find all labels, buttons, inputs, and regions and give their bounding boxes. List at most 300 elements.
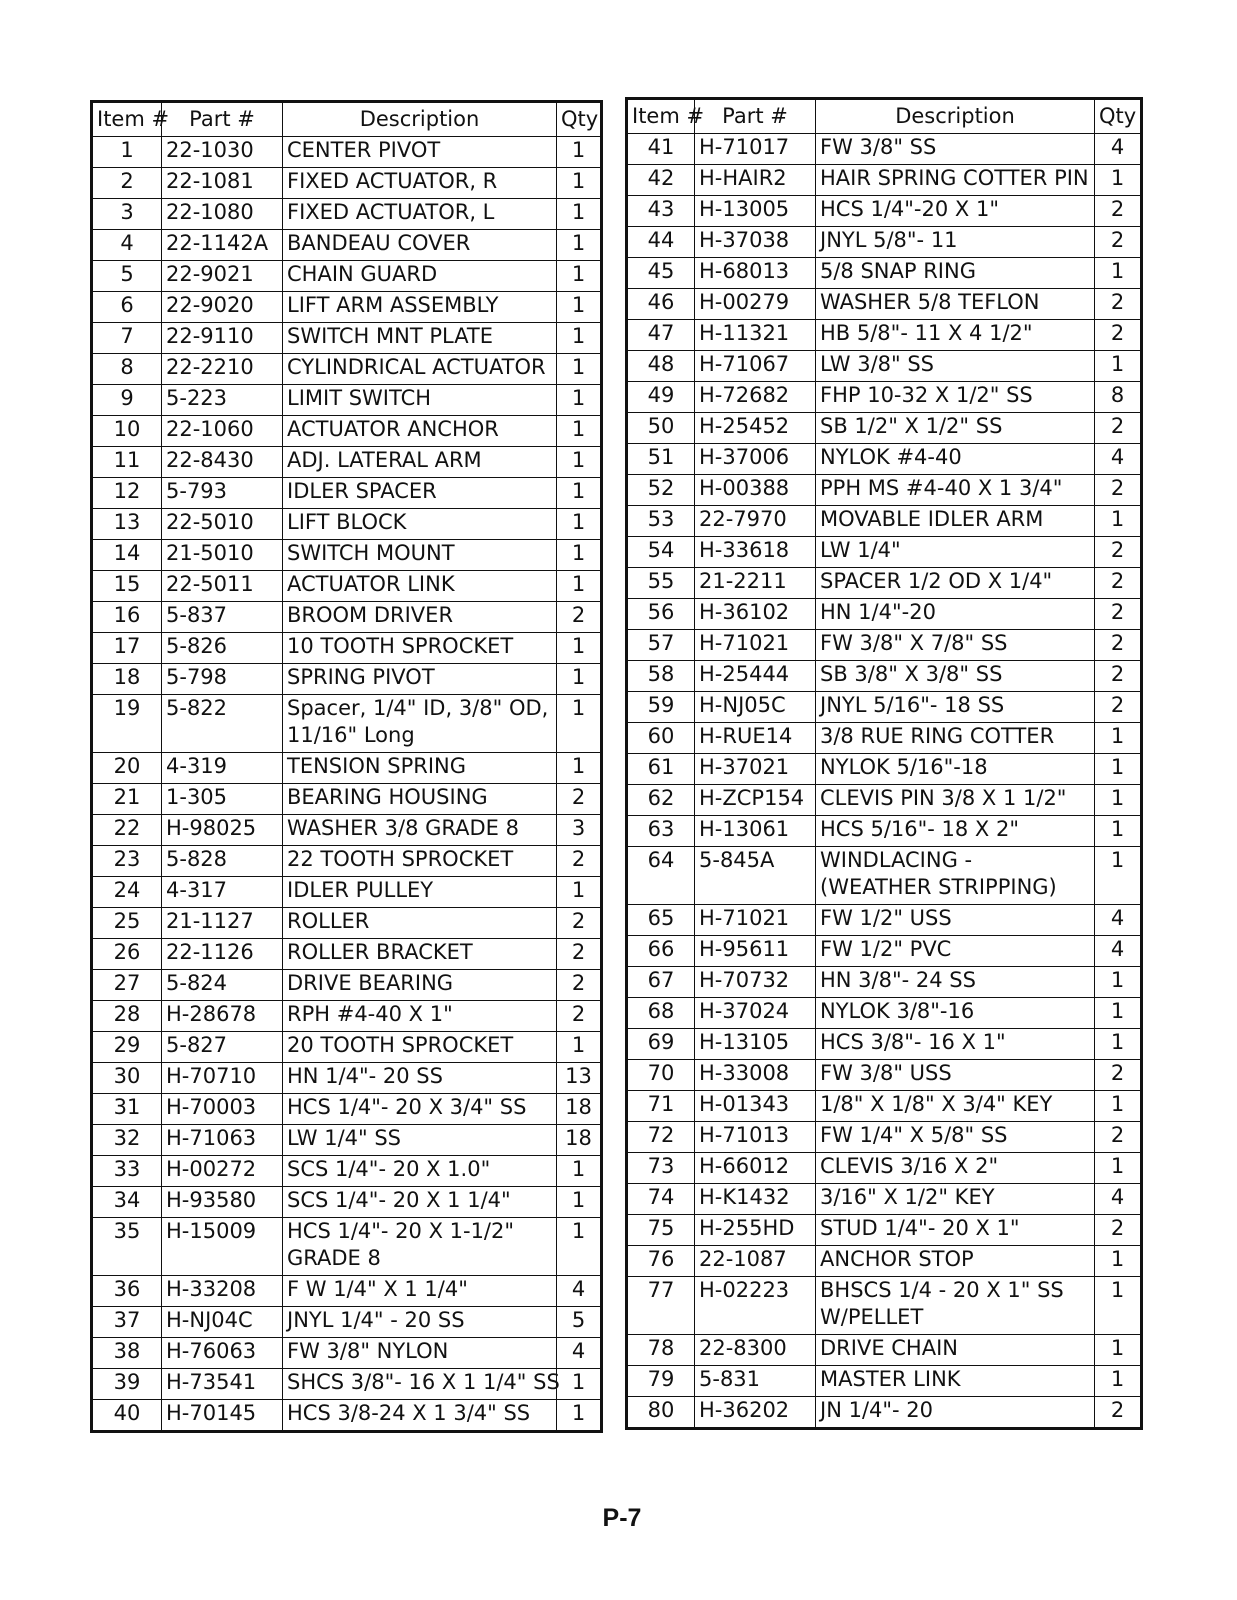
item-number: 8 (92, 354, 162, 385)
part-description: HCS 3/8"- 16 X 1" (816, 1029, 1095, 1060)
part-number: 22-1142A (162, 230, 283, 261)
part-number: H-K1432 (695, 1184, 816, 1215)
part-description: SWITCH MOUNT (283, 540, 557, 571)
part-description: LW 3/8" SS (816, 351, 1095, 382)
part-description: WASHER 5/8 TEFLON (816, 289, 1095, 320)
item-number: 72 (627, 1122, 695, 1153)
table-row (92, 846, 602, 877)
item-number: 55 (627, 568, 695, 599)
quantity: 2 (1095, 475, 1142, 506)
part-number: H-72682 (695, 382, 816, 413)
part-number: H-00272 (162, 1156, 283, 1187)
part-description: BEARING HOUSING (283, 784, 557, 815)
table-row (92, 168, 602, 199)
part-description: CLEVIS PIN 3/8 X 1 1/2" (816, 785, 1095, 816)
item-number: 42 (627, 165, 695, 196)
quantity: 1 (557, 664, 602, 695)
table-row (92, 633, 602, 664)
table-row (92, 877, 602, 908)
item-number: 40 (92, 1400, 162, 1432)
quantity: 1 (557, 1032, 602, 1063)
quantity: 2 (1095, 1122, 1142, 1153)
part-description: 1/8" X 1/8" X 3/4" KEY (816, 1091, 1095, 1122)
part-number: 22-2210 (162, 354, 283, 385)
part-description: TENSION SPRING (283, 753, 557, 784)
quantity: 1 (557, 1187, 602, 1218)
part-description: ROLLER (283, 908, 557, 939)
part-number: H-66012 (695, 1153, 816, 1184)
part-description: FW 3/8" SS (816, 134, 1095, 165)
item-number: 38 (92, 1338, 162, 1369)
quantity: 4 (557, 1338, 602, 1369)
part-description: LW 1/4" SS (283, 1125, 557, 1156)
table-row (627, 165, 1142, 196)
part-description: CENTER PIVOT (283, 137, 557, 168)
item-number: 18 (92, 664, 162, 695)
table-row (92, 1156, 602, 1187)
table-row (627, 723, 1142, 754)
table-row (92, 1307, 602, 1338)
part-description: HB 5/8"- 11 X 4 1/2" (816, 320, 1095, 351)
table-row (92, 815, 602, 846)
item-number: 33 (92, 1156, 162, 1187)
part-description: 20 TOOTH SPROCKET (283, 1032, 557, 1063)
table-row (92, 509, 602, 540)
part-number: H-68013 (695, 258, 816, 289)
part-description: SCS 1/4"- 20 X 1 1/4" (283, 1187, 557, 1218)
part-number: H-01343 (695, 1091, 816, 1122)
table-row (627, 537, 1142, 568)
item-number: 62 (627, 785, 695, 816)
part-number: H-11321 (695, 320, 816, 351)
header-item: Item # (92, 102, 162, 137)
item-number: 13 (92, 509, 162, 540)
part-description: WASHER 3/8 GRADE 8 (283, 815, 557, 846)
quantity: 2 (557, 908, 602, 939)
part-description: FHP 10-32 X 1/2" SS (816, 382, 1095, 413)
part-description: F W 1/4" X 1 1/4" (283, 1276, 557, 1307)
part-number: H-70732 (695, 967, 816, 998)
table-row (92, 1338, 602, 1369)
part-description: SCS 1/4"- 20 X 1.0" (283, 1156, 557, 1187)
item-number: 10 (92, 416, 162, 447)
table-row (627, 227, 1142, 258)
part-number: 22-9110 (162, 323, 283, 354)
part-description: BANDEAU COVER (283, 230, 557, 261)
part-number: H-HAIR2 (695, 165, 816, 196)
quantity: 1 (1095, 1335, 1142, 1366)
item-number: 71 (627, 1091, 695, 1122)
quantity: 1 (557, 261, 602, 292)
table-row (627, 320, 1142, 351)
quantity: 1 (557, 633, 602, 664)
table-row (627, 661, 1142, 692)
part-number: H-13005 (695, 196, 816, 227)
quantity: 4 (1095, 1184, 1142, 1215)
part-number: H-71063 (162, 1125, 283, 1156)
table-row (627, 1397, 1142, 1429)
quantity: 2 (1095, 413, 1142, 444)
table-row (92, 323, 602, 354)
table-row (92, 1032, 602, 1063)
quantity: 2 (1095, 289, 1142, 320)
quantity: 1 (1095, 847, 1142, 905)
part-number: H-71067 (695, 351, 816, 382)
part-description: 3/8 RUE RING COTTER (816, 723, 1095, 754)
item-number: 39 (92, 1369, 162, 1400)
part-number: 5-793 (162, 478, 283, 509)
part-description: FW 3/8" X 7/8" SS (816, 630, 1095, 661)
item-number: 14 (92, 540, 162, 571)
quantity: 1 (1095, 816, 1142, 847)
table-row (627, 847, 1142, 905)
quantity: 1 (1095, 785, 1142, 816)
quantity: 2 (1095, 630, 1142, 661)
table-row (92, 199, 602, 230)
item-number: 76 (627, 1246, 695, 1277)
part-description: DRIVE CHAIN (816, 1335, 1095, 1366)
part-description: SB 1/2" X 1/2" SS (816, 413, 1095, 444)
table-row (92, 447, 602, 478)
part-description: ACTUATOR ANCHOR (283, 416, 557, 447)
part-description: ACTUATOR LINK (283, 571, 557, 602)
item-number: 41 (627, 134, 695, 165)
part-description: HCS 5/16"- 18 X 2" (816, 816, 1095, 847)
part-description: NYLOK 3/8"-16 (816, 998, 1095, 1029)
part-description: FW 3/8" NYLON (283, 1338, 557, 1369)
part-description: CLEVIS 3/16 X 2" (816, 1153, 1095, 1184)
table-row (92, 1276, 602, 1307)
part-number: H-37021 (695, 754, 816, 785)
item-number: 58 (627, 661, 695, 692)
table-row (627, 1153, 1142, 1184)
table-row (627, 692, 1142, 723)
item-number: 7 (92, 323, 162, 354)
part-description: BHSCS 1/4 - 20 X 1" SS W/PELLET (816, 1277, 1095, 1335)
part-number: H-00388 (695, 475, 816, 506)
quantity: 1 (1095, 351, 1142, 382)
part-number: H-71017 (695, 134, 816, 165)
part-number: H-71013 (695, 1122, 816, 1153)
part-number: H-00279 (695, 289, 816, 320)
part-description: PPH MS #4-40 X 1 3/4" (816, 475, 1095, 506)
part-number: H-25444 (695, 661, 816, 692)
item-number: 1 (92, 137, 162, 168)
header-part: Part # (162, 102, 283, 137)
item-number: 6 (92, 292, 162, 323)
table-row (92, 571, 602, 602)
table-row (92, 939, 602, 970)
part-number: H-95611 (695, 936, 816, 967)
table-row (627, 475, 1142, 506)
part-description: JNYL 1/4" - 20 SS (283, 1307, 557, 1338)
quantity: 1 (1095, 1366, 1142, 1397)
table-row (627, 1122, 1142, 1153)
table-row (627, 1246, 1142, 1277)
table-row (92, 1369, 602, 1400)
item-number: 63 (627, 816, 695, 847)
parts-table-right (625, 97, 1143, 1430)
quantity: 1 (557, 1400, 602, 1432)
table-row (627, 1366, 1142, 1397)
table-row (627, 599, 1142, 630)
table-row (92, 261, 602, 292)
part-number: H-73541 (162, 1369, 283, 1400)
table-row (92, 1001, 602, 1032)
quantity: 2 (557, 939, 602, 970)
table-row (92, 1125, 602, 1156)
part-number: 22-8430 (162, 447, 283, 478)
part-number: H-ZCP154 (695, 785, 816, 816)
part-number: 5-845A (695, 847, 816, 905)
parts-table-left (90, 100, 603, 1433)
part-description: JNYL 5/16"- 18 SS (816, 692, 1095, 723)
part-description: FIXED ACTUATOR, R (283, 168, 557, 199)
table-row (92, 1400, 602, 1432)
table-row (627, 1335, 1142, 1366)
part-number: 5-828 (162, 846, 283, 877)
part-number: H-33008 (695, 1060, 816, 1091)
item-number: 57 (627, 630, 695, 661)
quantity: 2 (1095, 568, 1142, 599)
quantity: 2 (557, 602, 602, 633)
part-number: 5-831 (695, 1366, 816, 1397)
part-number: 5-223 (162, 385, 283, 416)
item-number: 45 (627, 258, 695, 289)
quantity: 2 (1095, 196, 1142, 227)
table-row (92, 1218, 602, 1276)
item-number: 80 (627, 1397, 695, 1429)
quantity: 1 (1095, 723, 1142, 754)
quantity: 4 (557, 1276, 602, 1307)
quantity: 2 (1095, 320, 1142, 351)
item-number: 28 (92, 1001, 162, 1032)
part-description: SPACER 1/2 OD X 1/4" (816, 568, 1095, 599)
item-number: 52 (627, 475, 695, 506)
quantity: 2 (1095, 1060, 1142, 1091)
table-row (92, 970, 602, 1001)
quantity: 1 (557, 385, 602, 416)
header-item: Item # (627, 99, 695, 134)
quantity: 1 (557, 753, 602, 784)
table-row (627, 816, 1142, 847)
part-description: NYLOK #4-40 (816, 444, 1095, 475)
part-number: H-13105 (695, 1029, 816, 1060)
item-number: 59 (627, 692, 695, 723)
part-description: HCS 1/4"- 20 X 1-1/2" GRADE 8 (283, 1218, 557, 1276)
item-number: 12 (92, 478, 162, 509)
table-row (92, 602, 602, 633)
part-number: 22-1081 (162, 168, 283, 199)
table-row (92, 1063, 602, 1094)
item-number: 4 (92, 230, 162, 261)
part-description: SPRING PIVOT (283, 664, 557, 695)
table-header-row (627, 99, 1142, 134)
part-description: JN 1/4"- 20 (816, 1397, 1095, 1429)
quantity: 1 (1095, 754, 1142, 785)
item-number: 11 (92, 447, 162, 478)
item-number: 22 (92, 815, 162, 846)
part-number: 5-837 (162, 602, 283, 633)
item-number: 74 (627, 1184, 695, 1215)
item-number: 17 (92, 633, 162, 664)
part-number: 4-319 (162, 753, 283, 784)
part-number: 22-1060 (162, 416, 283, 447)
part-number: H-71021 (695, 905, 816, 936)
quantity: 5 (557, 1307, 602, 1338)
part-number: H-25452 (695, 413, 816, 444)
header-qty: Qty (1095, 99, 1142, 134)
quantity: 18 (557, 1094, 602, 1125)
part-description: HN 3/8"- 24 SS (816, 967, 1095, 998)
header-description: Description (816, 99, 1095, 134)
item-number: 65 (627, 905, 695, 936)
header-qty: Qty (557, 102, 602, 137)
table-row (627, 1184, 1142, 1215)
table-row (627, 936, 1142, 967)
item-number: 3 (92, 199, 162, 230)
item-number: 27 (92, 970, 162, 1001)
part-number: H-02223 (695, 1277, 816, 1335)
part-description: JNYL 5/8"- 11 (816, 227, 1095, 258)
table-row (92, 292, 602, 323)
quantity: 1 (1095, 1277, 1142, 1335)
part-number: H-NJ05C (695, 692, 816, 723)
part-number: H-71021 (695, 630, 816, 661)
quantity: 2 (557, 1001, 602, 1032)
item-number: 75 (627, 1215, 695, 1246)
table-row (627, 1060, 1142, 1091)
table-body-right (627, 134, 1142, 1429)
part-description: FW 1/4" X 5/8" SS (816, 1122, 1095, 1153)
item-number: 15 (92, 571, 162, 602)
item-number: 67 (627, 967, 695, 998)
item-number: 78 (627, 1335, 695, 1366)
part-description: FIXED ACTUATOR, L (283, 199, 557, 230)
table-row (627, 905, 1142, 936)
item-number: 19 (92, 695, 162, 753)
table-row (627, 196, 1142, 227)
part-number: 5-798 (162, 664, 283, 695)
table-row (627, 351, 1142, 382)
table-row (92, 1094, 602, 1125)
table-row (92, 695, 602, 753)
table-row (92, 1187, 602, 1218)
item-number: 49 (627, 382, 695, 413)
part-number: 22-1087 (695, 1246, 816, 1277)
table-row (92, 540, 602, 571)
part-number: H-76063 (162, 1338, 283, 1369)
part-description: IDLER SPACER (283, 478, 557, 509)
item-number: 43 (627, 196, 695, 227)
quantity: 1 (557, 199, 602, 230)
quantity: 1 (1095, 165, 1142, 196)
item-number: 46 (627, 289, 695, 320)
part-description: DRIVE BEARING (283, 970, 557, 1001)
table-row (627, 1215, 1142, 1246)
part-number: H-255HD (695, 1215, 816, 1246)
quantity: 1 (557, 137, 602, 168)
part-number: 22-9020 (162, 292, 283, 323)
table-row (627, 506, 1142, 537)
part-description: SB 3/8" X 3/8" SS (816, 661, 1095, 692)
quantity: 2 (1095, 692, 1142, 723)
quantity: 1 (557, 1218, 602, 1276)
table-row (92, 354, 602, 385)
quantity: 1 (557, 695, 602, 753)
quantity: 1 (1095, 998, 1142, 1029)
quantity: 1 (557, 540, 602, 571)
quantity: 1 (1095, 506, 1142, 537)
table-row (627, 754, 1142, 785)
part-description: SHCS 3/8"- 16 X 1 1/4" SS (283, 1369, 557, 1400)
table-row (92, 230, 602, 261)
item-number: 5 (92, 261, 162, 292)
part-number: 22-1030 (162, 137, 283, 168)
quantity: 4 (1095, 936, 1142, 967)
item-number: 30 (92, 1063, 162, 1094)
part-description: FW 3/8" USS (816, 1060, 1095, 1091)
item-number: 34 (92, 1187, 162, 1218)
item-number: 50 (627, 413, 695, 444)
part-description: WINDLACING - (WEATHER STRIPPING) (816, 847, 1095, 905)
quantity: 1 (557, 447, 602, 478)
item-number: 44 (627, 227, 695, 258)
quantity: 1 (557, 1156, 602, 1187)
part-number: H-13061 (695, 816, 816, 847)
quantity: 1 (557, 877, 602, 908)
item-number: 9 (92, 385, 162, 416)
part-description: HCS 1/4"- 20 X 3/4" SS (283, 1094, 557, 1125)
item-number: 66 (627, 936, 695, 967)
part-description: RPH #4-40 X 1" (283, 1001, 557, 1032)
part-number: 5-822 (162, 695, 283, 753)
item-number: 48 (627, 351, 695, 382)
item-number: 53 (627, 506, 695, 537)
item-number: 73 (627, 1153, 695, 1184)
part-description: MASTER LINK (816, 1366, 1095, 1397)
part-description: Spacer, 1/4" ID, 3/8" OD, 11/16" Long (283, 695, 557, 753)
quantity: 2 (1095, 1215, 1142, 1246)
item-number: 23 (92, 846, 162, 877)
part-description: ANCHOR STOP (816, 1246, 1095, 1277)
table-row (92, 416, 602, 447)
part-number: H-37024 (695, 998, 816, 1029)
table-row (627, 998, 1142, 1029)
item-number: 70 (627, 1060, 695, 1091)
item-number: 29 (92, 1032, 162, 1063)
part-description: STUD 1/4"- 20 X 1" (816, 1215, 1095, 1246)
part-number: 4-317 (162, 877, 283, 908)
quantity: 2 (557, 846, 602, 877)
quantity: 13 (557, 1063, 602, 1094)
table-row (627, 568, 1142, 599)
quantity: 4 (1095, 444, 1142, 475)
part-description: LIMIT SWITCH (283, 385, 557, 416)
quantity: 1 (557, 1369, 602, 1400)
table-row (627, 1091, 1142, 1122)
part-number: H-93580 (162, 1187, 283, 1218)
item-number: 24 (92, 877, 162, 908)
quantity: 3 (557, 815, 602, 846)
part-number: 22-5011 (162, 571, 283, 602)
item-number: 77 (627, 1277, 695, 1335)
part-number: H-37006 (695, 444, 816, 475)
table-row (627, 1277, 1142, 1335)
quantity: 18 (557, 1125, 602, 1156)
quantity: 2 (557, 970, 602, 1001)
quantity: 1 (557, 168, 602, 199)
